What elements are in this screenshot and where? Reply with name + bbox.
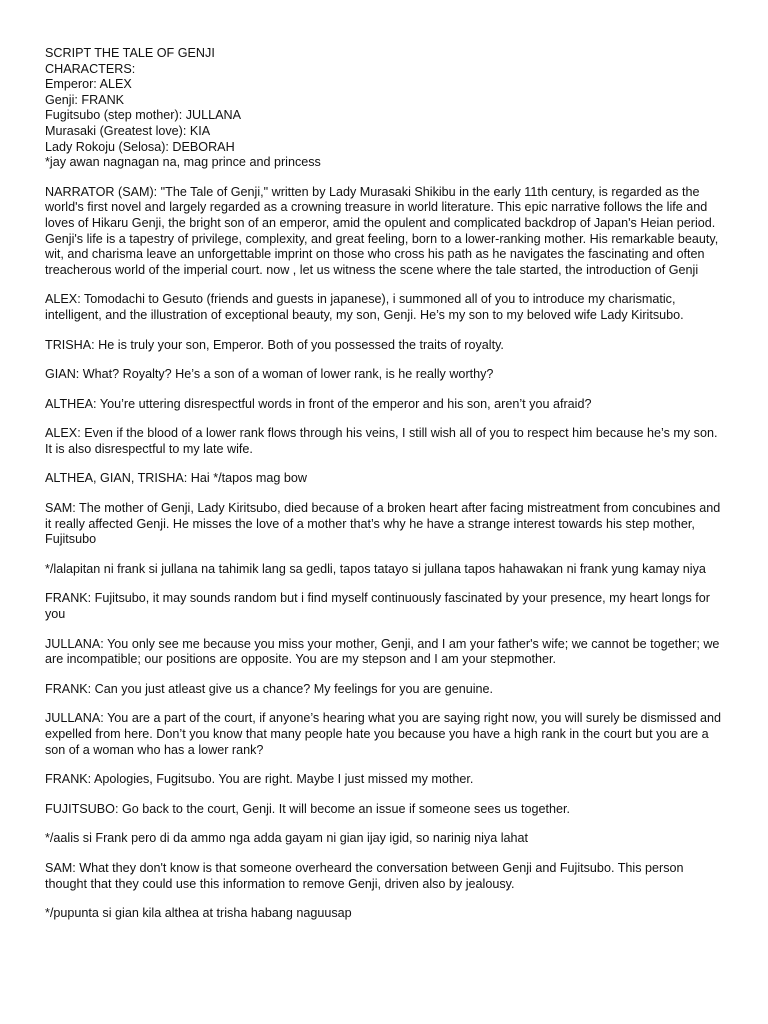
characters-label: CHARACTERS: [45,61,136,76]
stage-direction: */pupunta si gian kila althea at trisha habang naguusap [45,906,352,921]
dialogue-line: FRANK: Can you just atleast give us a chance? My feelings for you are genuine. [45,681,494,696]
dialogue-line: ALEX: Even if the blood of a lower rank flows through his veins, I still wish all of you to respect him because he’s my son. It is also disrespectful to my late wife. [45,426,721,456]
dialogue-line: JULLANA: You only see me because you miss your mother, Genji, and I am your father's wife; we cannot be together; we are incompatible; our positions are opposite. You are my stepson and I am your stepmother. [45,636,723,667]
dialogue-line: GIAN: What? Royalty? He’s a son of a woman of lower rank, is he really worthy? [45,367,494,382]
narrator-paragraph: NARRATOR (SAM): "The Tale of Genji," written by Lady Murasaki Shikibu in the early 11th century, is regarded as the world's first novel and largely regarded as a crowning treasure in world literature. This epic narrative follows the life and loves of Hikaru Genji, the bright son of an emperor, amid the opulent and complicated backdrop of Japan's Heian period. Genji's life is a tapestry of privilege, complexity, and great feeling, born to a lower-ranking mother. His remarkable beauty, wit, and charisma leave an unforgettable imprint on those who cross his path as he navigates the fascinating and often treacherous world of the imperial court. now , let us witness the scene where the tale started, the introduction of Genji [45,184,722,277]
dialogue-line: FRANK: Fujitsubo, it may sounds random but i find myself continuously fascinated by your presence, my heart longs for you [45,591,714,622]
stage-direction: */lalapitan ni frank si jullana na tahimik lang sa gedli, tapos tatayo si jullana tapos hahawakan ni frank yung kamay niya [45,561,706,576]
script-header [45,46,722,171]
cast-line: Emperor: ALEX [45,77,132,92]
cast-line: Murasaki (Greatest love): KIA [45,123,211,138]
cast-line: Genji: FRANK [45,92,125,107]
narration-line: SAM: What they don't know is that someone overheard the conversation between Genji and Fujitsubo. This person thought that they could use this information to remove Genji, driven also by jealousy. [45,860,688,891]
dialogue-line: FUJITSUBO: Go back to the court, Genji. It will become an issue if someone sees us together. [45,801,570,816]
stage-direction: */aalis si Frank pero di da ammo nga adda gayam ni gian ijay igid, so narinig niya lahat [45,831,529,846]
document-title: SCRIPT THE TALE OF GENJI [45,46,215,60]
dialogue-line: ALTHEA: You’re uttering disrespectful words in front of the emperor and his son, aren’t you afraid? [45,396,592,411]
dialogue-line: TRISHA: He is truly your son, Emperor. Both of you possessed the traits of royalty. [45,337,504,352]
dialogue-line: ALEX: Tomodachi to Gesuto (friends and guests in japanese), i summoned all of you to introduce my charismatic, intelligent, and the illustration of exceptional beauty, my son, Genji. He’s my son to my beloved wife Lady Kiritsubo. [45,292,684,322]
cast-line: Fugitsubo (step mother): JULLANA [45,108,241,123]
dialogue-line: ALTHEA, GIAN, TRISHA: Hai */tapos mag bow [45,471,307,486]
narration-line: SAM: The mother of Genji, Lady Kiritsubo, died because of a broken heart after facing mistreatment from concubines and it really affected Genji. He misses the love of a mother that’s why he have a strange interest towards his step mother, Fujitsubo [45,501,724,547]
dialogue-line: FRANK: Apologies, Fugitsubo. You are right. Maybe I just missed my mother. [45,772,474,787]
cast-line: Lady Rokoju (Selosa): DEBORAH [45,139,235,154]
cast-note: *jay awan nagnagan na, mag prince and princess [45,155,321,170]
dialogue-line: JULLANA: You are a part of the court, if anyone’s hearing what you are saying right now, you will surely be dismissed and expelled from here. Don’t you know that many people hate you because you have a high rank in the court but you are a son of a woman who has a lower rank? [45,711,725,757]
